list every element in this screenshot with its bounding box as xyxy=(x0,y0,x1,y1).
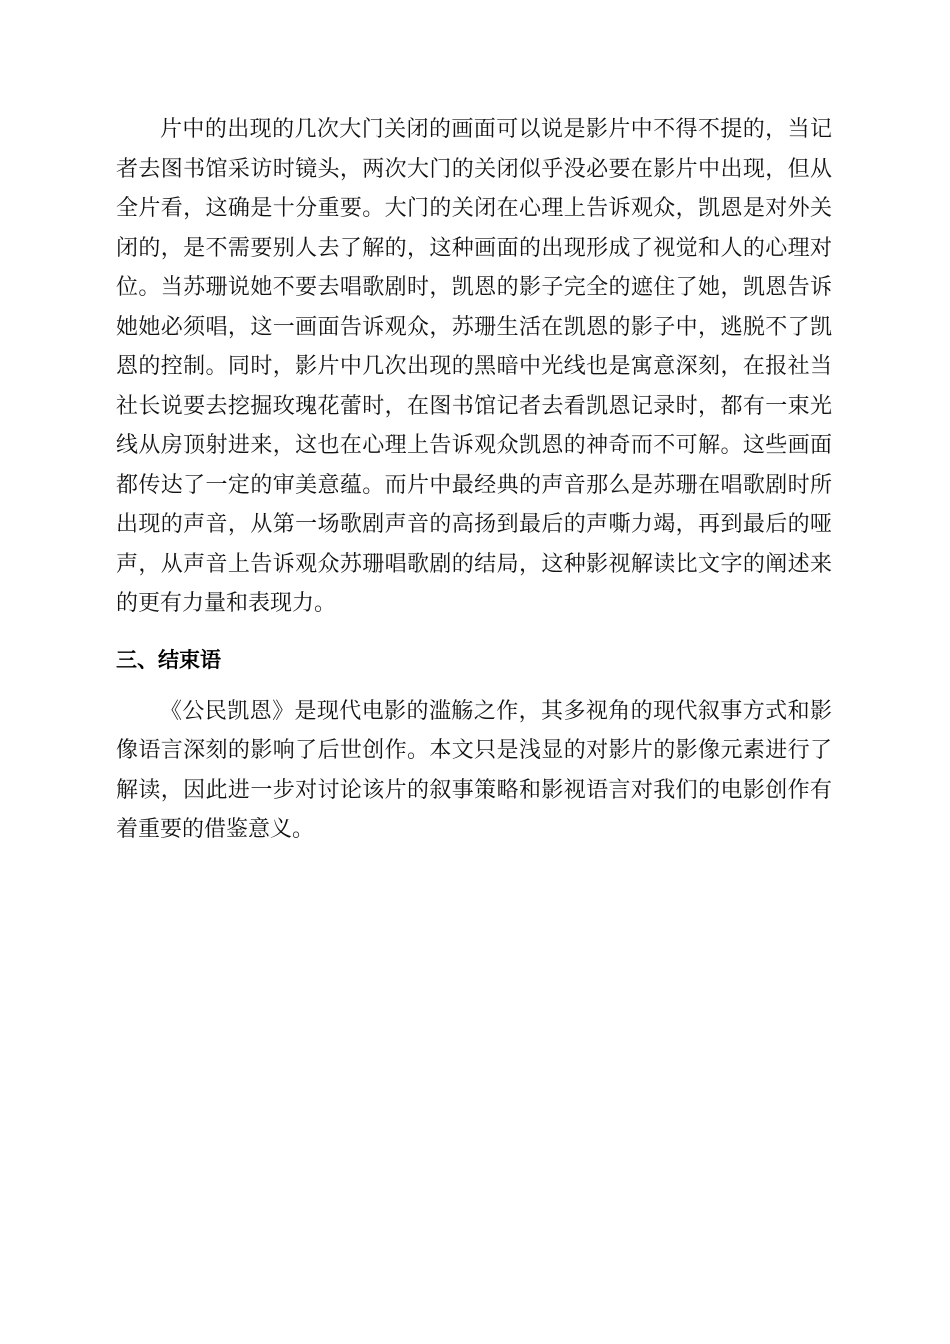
body-paragraph-conclusion: 《公民凯恩》是现代电影的滥觞之作，其多视角的现代叙事方式和影像语言深刻的影响了后世创作。本文只是浅显的对影片的影像元素进行了解读，因此进一步对讨论该片的叙事策略和影视语言对我们的电影创作有着重要的借鉴意义。 xyxy=(116,698,832,842)
body-paragraph-analysis: 片中的出现的几次大门关闭的画面可以说是影片中不得不提的，当记者去图书馆采访时镜头，两次大门的关闭似乎没必要在影片中出现，但从全片看，这确是十分重要。大门的关闭在心理上告诉观众，凯恩是对外关闭的，是不需要别人去了解的，这种画面的出现形成了视觉和人的心理对位。当苏珊说她不要去唱歌剧时，凯恩的影子完全的遮住了她，凯恩告诉她她必须唱，这一画面告诉观众，苏珊生活在凯恩的影子中，逃脱不了凯恩的控制。同时，影片中几次出现的黑暗中光线也是寓意深刻，在报社当社长说要去挖掘玫瑰花蕾时，在图书馆记者去看凯恩记录时，都有一束光线从房顶射进来，这也在心理上告诉观众凯恩的神奇而不可解。这些画面都传达了一定的审美意蕴。而片中最经典的声音那么是苏珊在唱歌剧时所出现的声音，从第一场歌剧声音的高扬到最后的声嘶力竭，再到最后的哑声，从声音上告诉观众苏珊唱歌剧的结局，这种影视解读比文字的阐述来的更有力量和表现力。 xyxy=(116,117,832,616)
section-heading-conclusion: 三、结束语 xyxy=(116,647,221,672)
document-body xyxy=(116,110,832,850)
